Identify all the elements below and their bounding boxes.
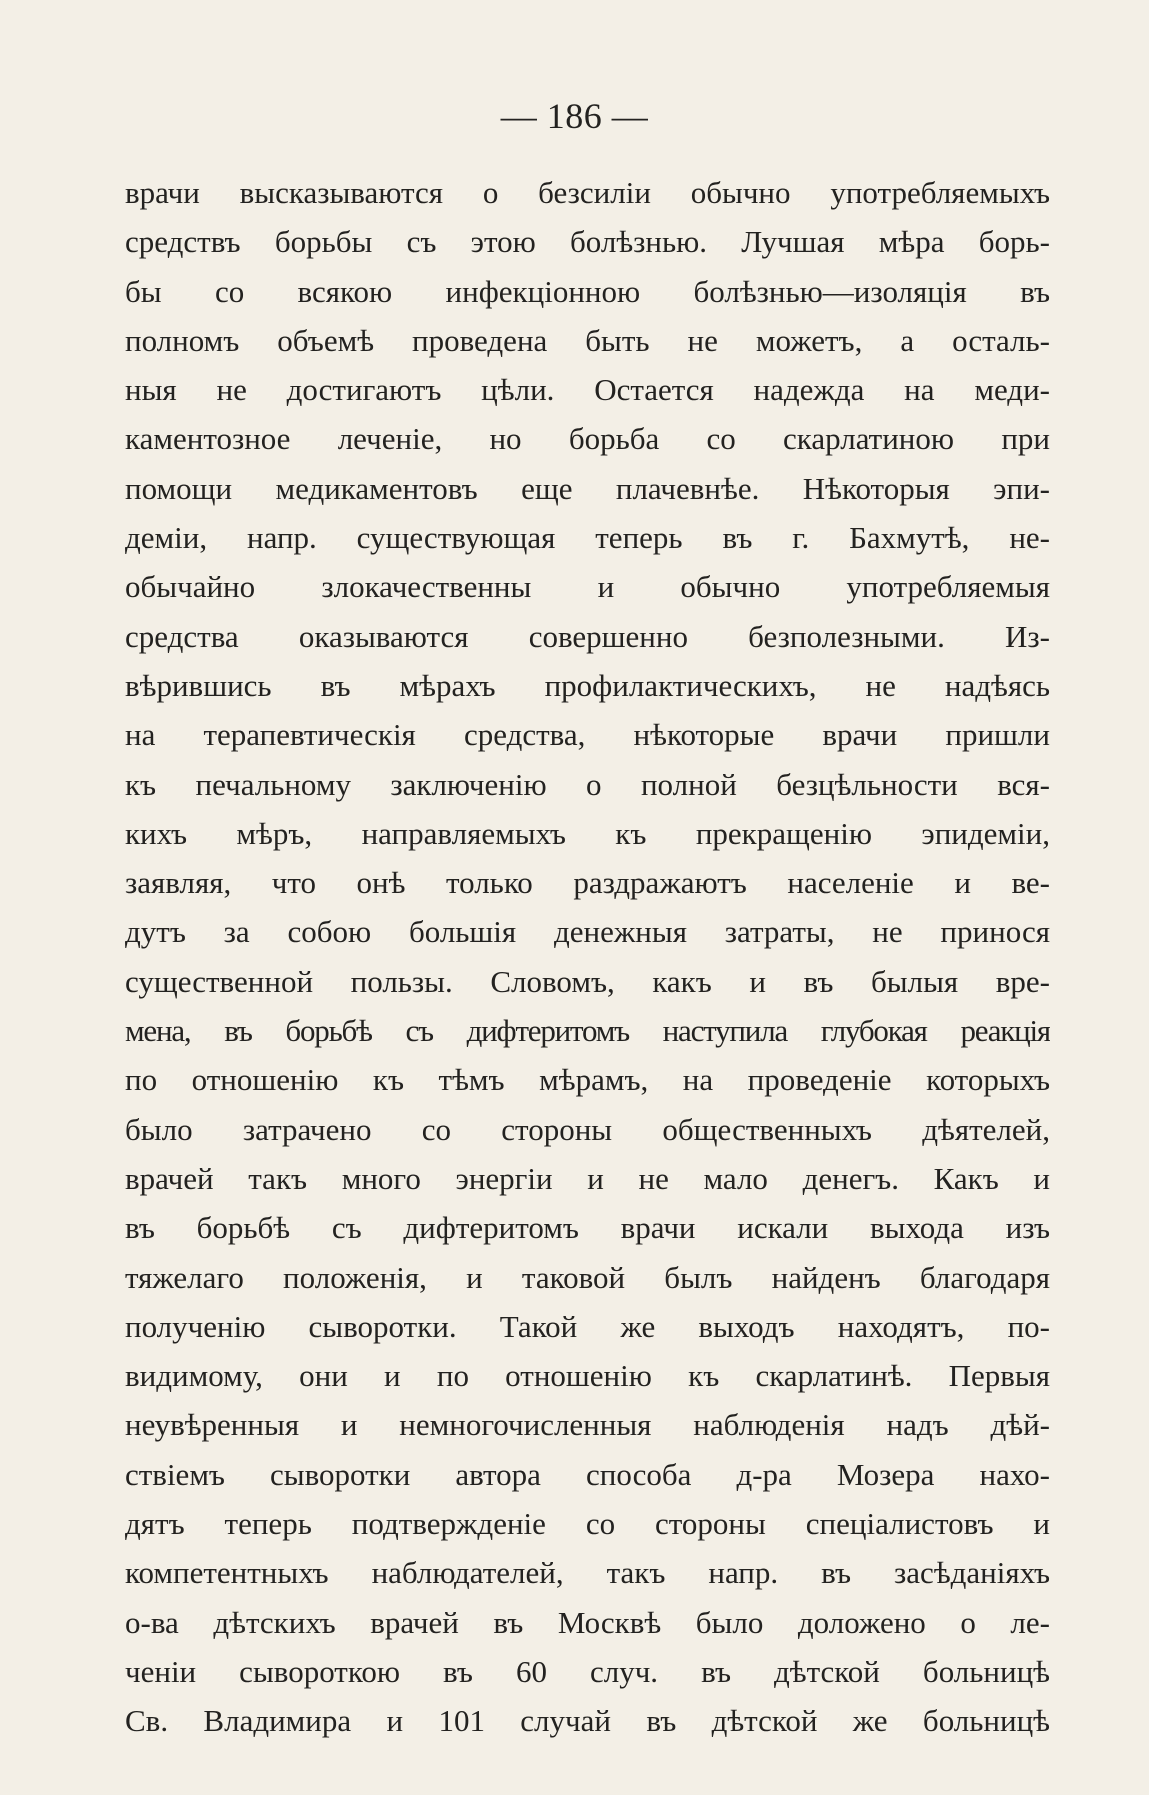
text-line: помощи медикаментовъ еще плачевнѣе. Нѣкоторыя эпи- — [125, 470, 1050, 506]
text-line: существенной пользы. Словомъ, какъ и въ былыя вре- — [125, 963, 1050, 999]
text-line: дутъ за собою большія денежныя затраты, не принося — [125, 914, 1050, 950]
page-number: — 186 — — [500, 96, 649, 136]
text-line: о-ва дѣтскихъ врачей въ Москвѣ было доложено о ле- — [125, 1604, 1050, 1640]
text-line: Св. Владимира и 101 случай въ дѣтской же больницѣ — [125, 1703, 1050, 1739]
text-line: ченіи сывороткою въ 60 случ. въ дѣтской больницѣ — [125, 1653, 1050, 1689]
text-line: видимому, они и по отношенію къ скарлатинѣ. Первыя — [125, 1358, 1050, 1394]
text-line: врачи высказываются о безсиліи обычно употребляемыхъ — [125, 175, 1050, 210]
text-line: полученію сыворотки. Такой же выходъ находятъ, по- — [125, 1308, 1050, 1344]
text-line: неувѣренныя и немногочисленныя наблюденія надъ дѣй- — [125, 1407, 1050, 1443]
text-line: по отношенію къ тѣмъ мѣрамъ, на проведеніе которыхъ — [125, 1062, 1050, 1098]
text-line: вѣрившись въ мѣрахъ профилактическихъ, не надѣясь — [125, 667, 1050, 703]
text-line: деміи, напр. существующая теперь въ г. Бахмутѣ, не- — [125, 520, 1050, 556]
text-line: на терапевтическія средства, нѣкоторые врачи пришли — [125, 717, 1050, 753]
text-line: компетентныхъ наблюдателей, такъ напр. въ засѣданіяхъ — [125, 1555, 1050, 1591]
text-line: мена, въ борьбѣ съ дифтеритомъ наступила глубокая реакція — [125, 1013, 1050, 1049]
text-line: дятъ теперь подтвержденіе со стороны спеціалистовъ и — [125, 1506, 1050, 1542]
text-line: тяжелаго положенія, и таковой былъ найденъ благодаря — [125, 1259, 1050, 1295]
text-line: средствъ борьбы съ этою болѣзнью. Лучшая мѣра борь- — [125, 224, 1050, 260]
text-line: кихъ мѣръ, направляемыхъ къ прекращенію эпидеміи, — [125, 815, 1050, 851]
body-text — [125, 168, 1050, 1746]
text-line: ныя не достигаютъ цѣли. Остается надежда на меди- — [125, 372, 1050, 408]
text-line: врачей такъ много энергіи и не мало денегъ. Какъ и — [125, 1160, 1050, 1196]
text-line: бы со всякою инфекціонною болѣзнью—изоляція въ — [125, 273, 1050, 309]
text-line: обычайно злокачественны и обычно употребляемыя — [125, 569, 1050, 605]
text-line: въ борьбѣ съ дифтеритомъ врачи искали выхода изъ — [125, 1210, 1050, 1246]
text-line: ствіемъ сыворотки автора способа д-ра Мозера нахо- — [125, 1456, 1050, 1492]
text-line: заявляя, что онѣ только раздражаютъ населеніе и ве- — [125, 865, 1050, 901]
text-line: средства оказываются совершенно безполезными. Из- — [125, 618, 1050, 654]
text-line: было затрачено со стороны общественныхъ дѣятелей, — [125, 1111, 1050, 1147]
text-line: полномъ объемѣ проведена быть не можетъ, а осталь- — [125, 322, 1050, 358]
text-line: каментозное леченіе, но борьба со скарлатиною при — [125, 421, 1050, 457]
text-line: къ печальному заключенію о полной безцѣльности вся- — [125, 766, 1050, 802]
